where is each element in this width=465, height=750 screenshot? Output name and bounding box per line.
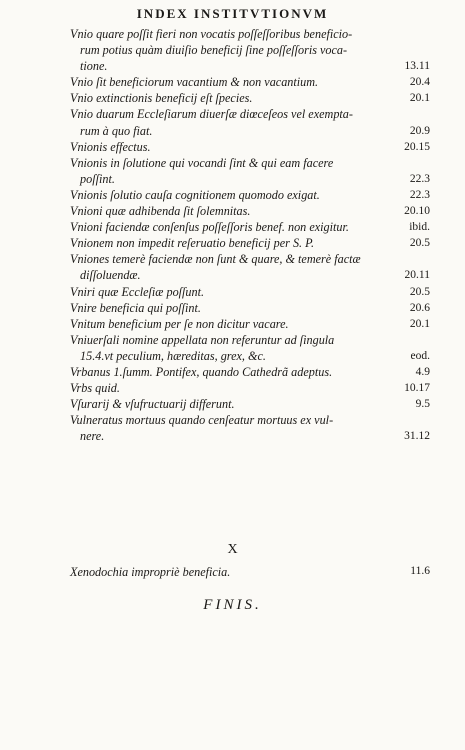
entry-line: Vnio ſit beneficiorum vacantium & non vacantium. [70, 75, 319, 90]
entry-line: poſſint. [80, 171, 115, 186]
index-entry [70, 235, 430, 251]
entry-line: rum potius quàm diuiſio beneficij ſine poſſeſſoris voca- [80, 43, 348, 58]
index-entry [70, 139, 430, 155]
entry-line: Vulneratus mortuus quando cenſeatur mortuus ex vul- [70, 413, 334, 428]
index-entry [70, 316, 430, 332]
index-entries [70, 26, 430, 444]
entry-reference: 20.4 [409, 76, 430, 89]
entry-reference: 20.11 [404, 269, 430, 282]
entry-line: Vnitum beneficium per ſe non dicitur vacare. [70, 316, 289, 331]
entry-line: nere. [80, 429, 105, 444]
entry-line: Vniri quæ Eccleſiæ poſſunt. [70, 284, 205, 299]
entry-line: Vnio duarum Eccleſiarum diuerſæ diœceſeos vel exempta- [70, 107, 353, 122]
entry-reference: 20.1 [409, 92, 430, 105]
entry-reference: 22.3 [409, 172, 430, 185]
section-letter: X [227, 542, 238, 557]
entry-reference: 20.15 [404, 140, 430, 153]
entry-reference: 20.6 [409, 301, 430, 314]
entry-line: Vniuerſali nomine appellata non referuntur ad ſingula [70, 332, 335, 347]
entry-line: Vnio extinctionis beneficij eſt ſpecies. [70, 91, 253, 106]
entry-line: Vrbanus 1.ſumm. Pontifex, quando Cathedrã adeptus. [70, 364, 333, 379]
entry-reference: eod. [410, 349, 430, 362]
entry-reference: 10.17 [404, 382, 430, 395]
index-entry [70, 412, 430, 444]
entry-line: diſſoluendæ. [80, 268, 141, 283]
entry-line: Vnire beneficia qui poſſint. [70, 300, 201, 315]
index-entry [70, 284, 430, 300]
index-entry [70, 364, 430, 380]
entry-line: tione. [80, 59, 108, 74]
index-entry [70, 251, 430, 283]
entry-line: Vnioni quæ adhibenda ſit ſolemnitas. [70, 204, 251, 219]
entry-line: Vnionis ſolutio cauſa cognitionem quomodo exigat. [70, 187, 320, 202]
running-header: INDEX INSTITVTIONVM [136, 6, 329, 21]
entry-line: Vnionem non impedit reſeruatio beneficij per S. P. [70, 236, 315, 251]
entry-reference: 11.6 [410, 565, 430, 577]
index-entry [70, 396, 430, 412]
entry-line: Vnioni faciendæ conſenſus poſſeſſoris benef. non exigitur. [70, 220, 349, 235]
entry-reference: 31.12 [404, 430, 430, 443]
entry-reference: 4.9 [415, 365, 430, 378]
entry-line: Vnio quare poſſit fieri non vocatis poſſeſſoribus beneficio- [70, 27, 353, 41]
index-entry [70, 90, 430, 106]
index-entry [70, 380, 430, 396]
entry-line: 15.4.vt peculium, hæreditas, grex, &c. [80, 348, 266, 363]
entry-reference: 9.5 [415, 398, 430, 411]
entry-reference: 20.10 [404, 205, 430, 218]
index-entry [70, 155, 430, 187]
entry-reference: 20.1 [409, 317, 430, 330]
index-entry [70, 300, 430, 316]
index-entry [70, 74, 430, 90]
index-entry [70, 203, 430, 219]
entry-line: Vniones temerè faciendæ non ſunt & quare, & temerè factæ [70, 252, 361, 267]
entry-reference: 22.3 [409, 188, 430, 201]
entry-line: rum à quo fiat. [80, 123, 153, 138]
entry-text: Xenodochia impropriè beneficia. [70, 565, 231, 579]
index-entry [70, 219, 430, 235]
entry-line: Vnionis effectus. [70, 139, 151, 154]
entry-reference: 20.5 [409, 285, 430, 298]
entry-reference: 13.11 [404, 60, 430, 73]
index-entry-xenodochia [70, 565, 430, 580]
index-entry [70, 26, 430, 74]
entry-line: Vnionis in ſolutione qui vocandi ſint & qui eam facere [70, 155, 334, 170]
entry-line: Vſurarij & vſufructuarij differunt. [70, 397, 235, 412]
index-entry [70, 106, 430, 138]
entry-reference: 20.9 [409, 124, 430, 137]
entry-reference: 20.5 [409, 237, 430, 250]
finis-mark: FINIS. [203, 597, 262, 613]
entry-line: Vrbs quid. [70, 381, 120, 396]
entry-reference: ibid. [409, 221, 430, 234]
index-entry [70, 187, 430, 203]
index-entry [70, 332, 430, 364]
